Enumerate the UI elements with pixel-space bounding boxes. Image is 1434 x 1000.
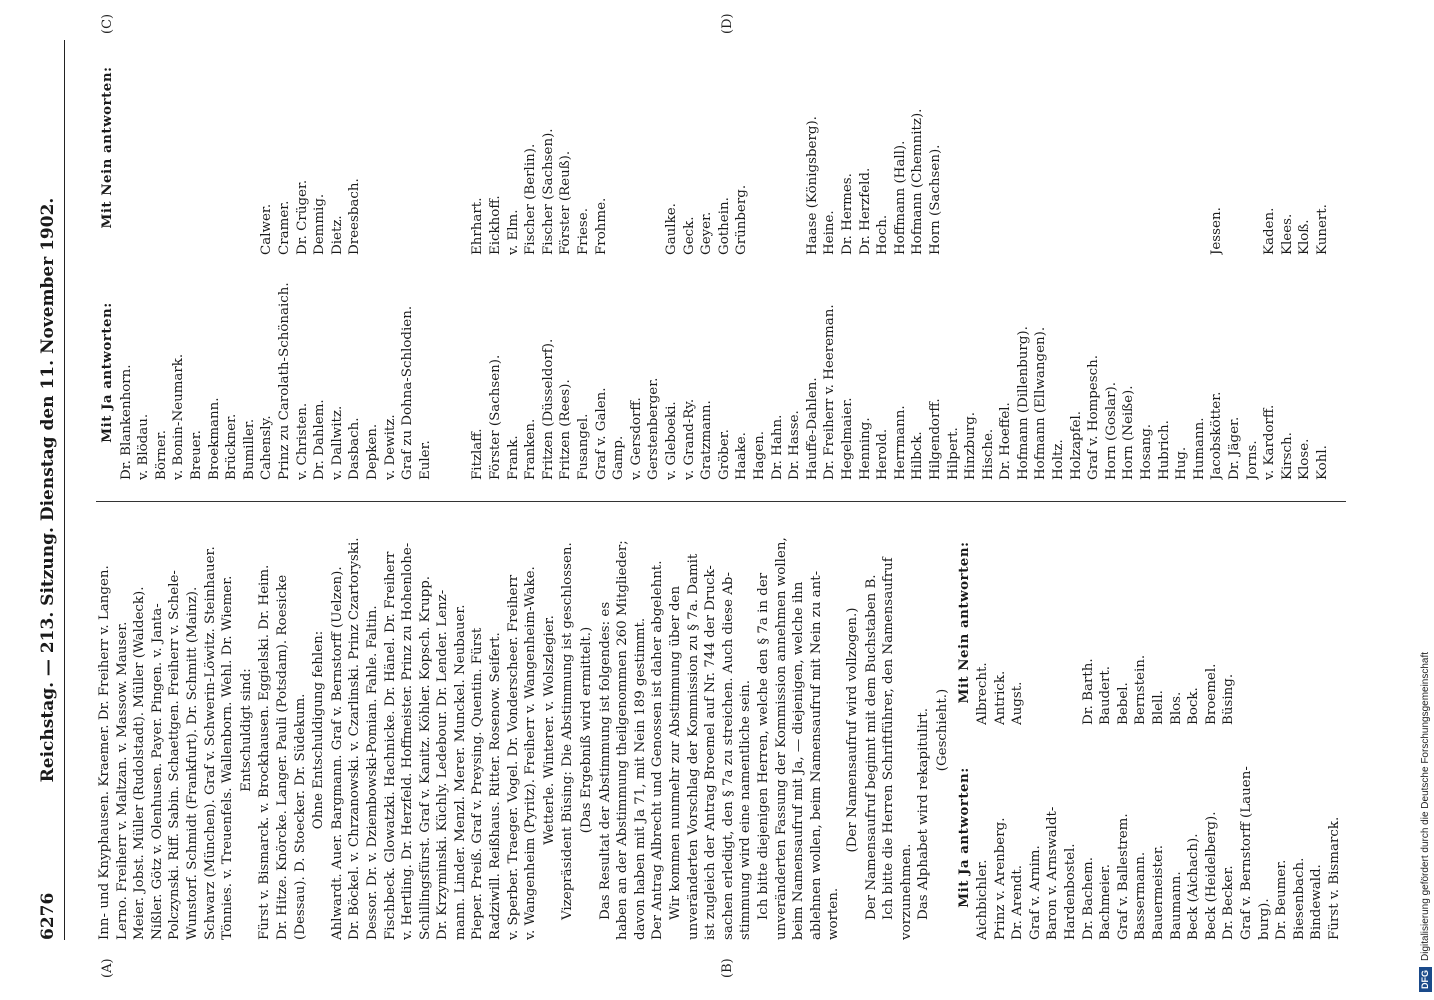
list-item: v. Kardorff. [1262,404,1278,480]
list-item [1244,40,1262,255]
list-item: Dr. Bachem. [1080,856,1096,940]
vote-lists-left [953,520,1344,940]
list-item: Hug. [1174,446,1190,480]
excused-names [256,520,309,940]
list-item: Baron v. Arnswaldt- [1045,806,1061,940]
list-item: Aichbichler. [975,859,991,940]
list-item [452,265,470,480]
list-item: Eickhoff. [488,195,504,255]
page-number: 6276 [38,892,58,940]
list-item: Breuer. [188,430,204,480]
list-item: Hilgendorff. [927,398,943,480]
list-item: Hofmann (Dillenburg). [1015,326,1031,480]
list-item: Fischer (Sachsen). [540,128,556,255]
list-item: Graf v. Hompesch. [1086,355,1102,480]
text-line: Dr. Böckel. v. Chrzanowski. v. Czarlinski. Prinz Czartoryski. [347,537,363,940]
list-item [1156,40,1174,255]
rollcall-done-note: (Der Namensaufruf wird vollzogen.) [844,607,860,853]
list-item: Baumann. [1168,871,1184,940]
list-item: Kaden. [1262,207,1278,255]
list-item: Dr. Blankenhorn. [118,364,134,480]
left-column [96,520,1346,940]
list-item: Broekmann. [206,397,222,480]
list-item: Horn (Neiße). [1121,385,1137,480]
list-item: Fritzen (Düsseldorf). [540,338,556,480]
list-item: Hoch. [875,214,891,255]
text-line: Wunstorf. Schmidt (Frankfurt). Dr. Schmitt (Mainz). [184,586,200,940]
next-vote-paragraph [667,520,755,940]
list-item: Frohme. [593,197,609,255]
list-item: Horn (Sachsen). [927,144,943,255]
list-item: Gerstenberger. [646,377,662,480]
list-item: Geck. [681,216,697,255]
list-item: Dr. Becker. [1221,865,1237,940]
list-item: Bernstein. [1133,654,1149,725]
list-item: Herold. [875,428,891,480]
list-item: v. Christen. [294,402,310,480]
list-item [382,40,400,255]
list-item: Prinz v. Arenberg. [992,817,1008,940]
list-item: Dr. Dahlem. [312,399,328,480]
president-note: Vizepräsident Büsing: Die Abstimmung ist geschlossen. [560,542,576,920]
text-line: beim Namensaufruf mit Ja, — diejenigen, welche ihn [791,581,807,940]
list-item [945,40,963,255]
list-item [645,40,663,255]
list-item: v. Dallwitz. [329,405,345,480]
text-line: Dessor. Dr. v. Dziembowski-Pomian. Fahle. Faltin. [364,605,380,940]
list-item: Heine. [822,210,838,255]
vote-lists-right [96,40,1332,480]
text-line: Fürst v. Bismarck. v. Brockhausen. Eggielski. Dr. Heim. [257,564,273,940]
list-item: Cahensly. [259,415,275,480]
list-item [399,40,417,255]
list-item: Fürst v. Bismarck. [1326,816,1342,940]
list-item: Hilbck. [910,431,926,480]
text-line: Wetterle. Winterer. v. Wolszlegier. [541,615,557,845]
text-line: Dr. Krzyminski. Küchly. Ledebour. Dr. Lender. Lenz- [435,589,451,940]
list-item: Blos. [1168,691,1184,725]
list-item: Fischer (Berlin). [523,143,539,255]
text-line: unveränderten Vorschlag der Kommission zu § 7a. Damit [685,553,701,940]
ja-list-left [953,735,1344,940]
list-item: Gratzmann. [699,400,715,480]
nein-list-right [96,40,1332,255]
list-item [610,40,628,255]
text-line: Fischbeck. Glowatzki. Hachnicke. Dr. Hänel. Dr. Freiherr [382,551,398,940]
text-line: ist zugleich der Antrag Broemel auf Nr. 744 der Druck- [703,565,719,940]
list-item: Haake. [734,432,750,480]
list-item: Gothein. [716,197,732,255]
list-item: Gamp. [611,435,627,480]
list-item: Franken. [523,418,539,480]
list-item: Graf v. Arnim. [1027,845,1043,940]
list-item: Graf v. Galen. [593,387,609,480]
request-paragraph [755,520,843,940]
list-item: Herrmann. [892,405,908,480]
list-item: v. Dewitz. [382,414,398,480]
list-item [1032,40,1050,255]
list-item: Jessen. [1209,207,1225,255]
list-item: Friese. [576,208,592,255]
list-item: Kirsch. [1279,432,1295,480]
text-line: Ahlwardt. Auer. Bargmann. Graf v. Bernstorff (Uelzen). [329,566,345,940]
list-item: Dr. Hahn. [769,414,785,480]
list-item: Antrick. [992,670,1008,725]
list-item: Kloß. [1297,219,1313,255]
list-item: Depken. [364,423,380,480]
list-item: Broemel. [1203,663,1219,725]
list-item: Dr. Barth. [1080,658,1096,725]
text-line: sachen erledigt, den § 7a zu streichen. Auch diese Ab- [720,572,736,940]
ja-list-right [96,265,1332,480]
absent-names [329,520,559,940]
list-item [188,40,206,255]
list-item [1085,40,1103,255]
list-item: Fitzlaff. [470,428,486,480]
list-item: Beck (Aichach). [1186,833,1202,940]
list-item: Gaulke. [664,203,679,255]
nein-list-left [953,520,1344,725]
list-item: Dr. Crüger. [294,179,310,255]
list-item: Graf v. Bernstorff (Lauen- [1239,766,1254,940]
list-item [434,265,452,480]
text-line: v. Sperber. Traeger. Vogel. Dr. Vonderscheer. Freiherr [505,574,521,940]
margin-mark-d: (D) [720,13,735,34]
ja-heading: Mit Ja antworten: [99,302,115,443]
list-item [118,40,136,255]
list-item [1068,40,1086,255]
list-item: Hardenbostel. [1063,843,1079,940]
text-line: Inn- und Knyphausen. Kraemer. Dr. Freiherr v. Langen. [97,565,112,940]
result-paragraph [597,520,667,940]
text-line: unveränderten Fassung der Kommission annehmen wollen, [773,537,789,940]
list-item [223,40,241,255]
list-item: Hubrich. [1156,420,1172,480]
text-line: mann. Linder. Menzl. Merer. Munckel. Neubauer. [452,604,468,940]
list-item: Humann. [1191,417,1207,480]
text-line: davon haben mit Ja 71, mit Nein 189 gestimmt. [632,617,648,940]
text-line: Dr. Hitze. Knörcke. Langer. Pauli (Potsdam). Roesicke [274,574,290,940]
column-divider [96,501,1346,502]
list-item: Hauffe-Dahlen. [804,377,820,480]
list-item [1044,520,1062,725]
list-item: v. Blödau. [136,413,152,480]
list-item: Euler. [417,440,433,480]
list-item: Jacobskötter. [1209,391,1225,480]
excused-heading: Entschuldigt sind: [238,668,254,792]
text-line: Nißler. Götz v. Olenhusen. Payer. Pingen. v. Janta- [149,603,165,940]
list-item [1062,520,1080,725]
list-item [751,40,769,255]
list-item: Dreesbach. [347,178,363,255]
list-item: Beck (Heidelberg). [1203,811,1219,940]
list-item: Dr. Hoeffel. [998,402,1014,480]
header-rule [64,40,65,940]
result-pending-note: (Das Ergebniß wird ermittelt.) [579,626,595,834]
list-item: Frank. [505,435,521,480]
list-item [1173,40,1191,255]
text-line: Meier. Jobst. Müller (Rudolstadt). Müller (Waldeck). [132,586,148,940]
list-item: v. Gleboeki. [664,401,679,480]
running-header [38,40,62,940]
text-line: Der Antrag Albrecht und Genossen ist daher abgelehnt. [650,560,666,940]
text-line: haben an der Abstimmung theilgenommen 260 Mitglieder; [615,540,631,940]
list-item: Blell. [1151,690,1167,725]
text-line: vorzunehmen. [898,843,914,940]
list-item: Dietz. [329,215,345,255]
list-item: Dr. Jäger. [1227,416,1242,480]
nein-heading: Mit Nein antworten: [99,66,115,229]
list-item: Grünberg. [734,184,750,255]
list-item: Demmig. [312,193,328,255]
opening-names [96,520,237,940]
list-item: v. Bonin-Neumark. [171,353,187,480]
list-item [241,40,259,255]
text-line: (Dessau). D. Stoecker. Dr. Südekum. [292,693,308,940]
list-item [206,40,224,255]
list-item [153,40,171,255]
list-item: Cramer. [276,200,292,255]
list-item [786,40,804,255]
list-item [1120,40,1138,255]
text-line: Ich bitte diejenigen Herren, welche den § 7a in der [755,572,771,920]
list-item: Büsing. [1221,673,1237,725]
list-item: Bebel. [1115,682,1131,725]
list-item: Jorns. [1244,440,1260,480]
list-item: Bassermann. [1133,851,1149,940]
list-item: Klees. [1279,213,1295,255]
list-item: Börner. [153,429,169,480]
text-line: v. Wangenheim (Pyritz). Freiherr v. Wangenheim-Wake. [523,566,539,940]
digitization-credit [1418,8,1434,992]
list-item [364,40,382,255]
list-item: burg). [1256,898,1272,940]
recap-done-note: (Geschieht.) [934,688,950,772]
list-item: Hoffmann (Hall). [892,140,908,255]
list-item: Hofmann (Ellwangen). [1033,326,1049,480]
list-item [170,40,188,255]
list-item: Graf v. Ballestrem. [1115,813,1131,940]
text-line: worten. [826,887,842,940]
recap-note: Das Alphabet wird rekapitulirt. [916,708,932,920]
list-item: Hegelmaier. [839,397,855,480]
list-item [452,40,470,255]
list-item: Holtz. [1051,439,1067,480]
list-item: Calwer. [259,203,275,255]
list-item: Hosang. [1139,423,1155,480]
text-line: Ich bitte die Herren Schriftführer, den Namensaufruf [881,557,897,920]
list-item: Fusangel. [576,413,592,480]
list-item: Dr. Freiherr v. Heereman. [822,304,838,480]
list-item: Förster (Reuß). [558,150,574,255]
list-item [980,40,998,255]
list-item: Bumiller. [241,418,257,480]
list-item: Prinz zu Carolath-Schönaich. [276,282,292,480]
list-item: Geyer. [699,211,715,255]
text-line: Schillingsfürst. Graf v. Kanitz. Köhler. Kopsch. Krupp. [417,575,433,940]
rollcall-paragraph [863,520,916,940]
list-item: Förster (Sachsen). [488,354,504,480]
list-item: v. Elm. [505,209,521,255]
list-item [1027,520,1045,725]
list-item: Gröber. [716,429,732,480]
text-line: Pieper. Preiß. Graf v. Preysing. Quentin. Fürst [470,627,486,940]
list-item [1138,40,1156,255]
dfg-logo-badge: DFG [1419,967,1432,992]
list-item: Kohl. [1314,445,1330,480]
list-item [962,40,980,255]
list-item: Bauermeister. [1151,844,1167,940]
list-item: Dr. Hasse. [787,410,803,480]
list-item [417,40,435,255]
list-item: Dr. Herzfeld. [857,167,873,255]
list-item: Hilpert. [945,427,961,480]
list-item: Bock. [1186,687,1202,725]
list-item: Hische. [980,428,996,480]
text-line: Radziwill. Reißhaus. Ritter. Rosenow. Seifert. [488,632,504,940]
list-item: v. Grand-Ry. [681,398,697,480]
list-item: Klose. [1297,438,1313,480]
text-line: Lerno. Freiherr v. Maltzan. v. Massow. Mauser. [114,621,130,940]
list-item [769,40,787,255]
list-item: Brückner. [224,413,240,480]
margin-mark-b: (B) [720,958,735,978]
list-item: Haase (Königsberg). [804,116,820,255]
list-item: Fritzen (Rees). [558,379,574,480]
list-item [1050,40,1068,255]
text-line: Der Namensaufruf beginnt mit dem Buchstaben B. [863,574,879,920]
right-column [96,40,1346,480]
list-item: Hinzburg. [963,411,979,480]
list-item: Dr. Hermes. [839,173,855,255]
list-item: Dr. Beumer. [1274,859,1290,940]
list-item: Dr. Arendt. [1010,864,1026,940]
text-line: Tönnies. v. Treuenfels. Wallenborn. Wehl. Dr. Wiemer. [220,575,236,940]
list-item [135,40,153,255]
list-item [1103,40,1121,255]
list-item: Kunert. [1314,204,1330,255]
list-item: Bachmeier. [1098,864,1114,940]
text-line: Wir kommen nunmehr zur Abstimmung über den [668,585,683,920]
margin-mark-c: (C) [100,13,115,34]
page-title: Reichstag. — 213. Sitzung. Dienstag den 11. November 1902. [38,197,58,783]
text-line: v. Hertling. Dr. Herzfeld. Hoffmeister. Prinz zu Hohenlohe- [400,542,416,940]
list-item [628,40,646,255]
list-item [1191,40,1209,255]
list-item: Henning. [857,417,873,480]
list-item: Augst. [1010,681,1026,725]
text-line: ablehnen wollen, beim Namensaufruf mit Nein zu ant- [808,570,824,940]
margin-mark-a: (A) [100,958,115,978]
list-item: Dasbach. [347,417,363,480]
list-item [997,40,1015,255]
list-item: Albrecht. [975,662,991,725]
list-item: Hagen. [751,430,767,480]
credit-text: Digitalisierung gefördert durch die Deutsche Forschungsgemeinschaft [1420,651,1431,961]
list-item: Graf zu Dohna-Schlodien. [400,305,416,480]
list-item: Ehrhart. [470,197,486,255]
list-item: Horn (Goslar). [1103,381,1119,480]
text-line: Schwarz (München). Graf v. Schwerin-Löwitz. Steinhauer. [202,546,218,940]
list-item [434,40,452,255]
list-item: v. Gersdorff. [628,397,644,480]
list-item: Holzapfel. [1068,410,1084,480]
text-line: Polczynski. Riff. Sabin. Schaettgen. Freiherr v. Schele- [167,570,183,940]
list-item: Biesenbach. [1291,857,1307,940]
text-line: Das Resultat der Abstimmung ist folgendes: es [597,601,613,920]
list-item: Baudert. [1098,666,1114,725]
ja-heading: Mit Ja antworten: [955,767,972,908]
list-item: Hofmann (Chemnitz). [910,108,926,255]
list-item: Bindewald. [1309,864,1325,940]
absent-heading: Ohne Entschuldigung fehlen: [311,630,327,830]
nein-heading: Mit Nein antworten: [955,541,972,704]
text-line: stimmung wird eine namentliche sein. [738,679,754,940]
list-item [1015,40,1033,255]
list-item [1226,40,1244,255]
